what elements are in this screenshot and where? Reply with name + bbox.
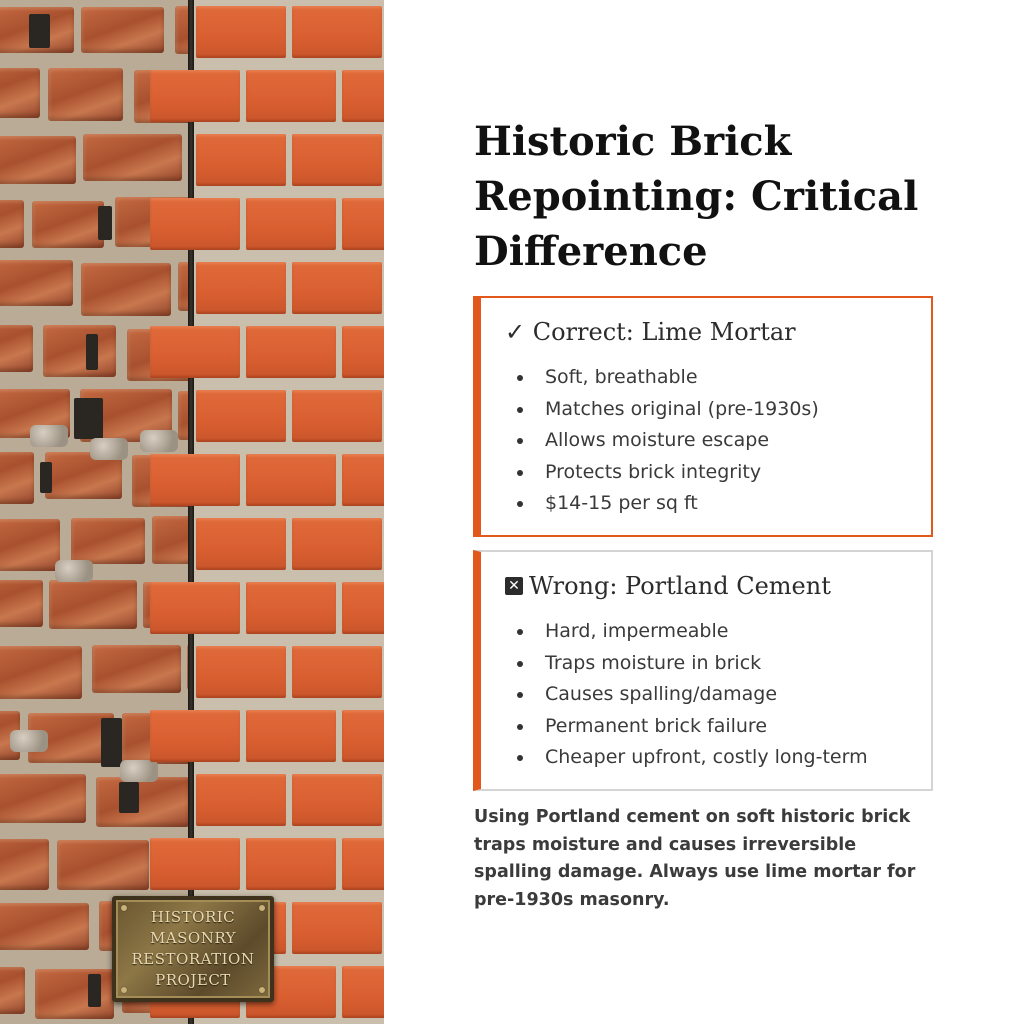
brick bbox=[0, 646, 82, 699]
brick bbox=[150, 582, 240, 634]
plaque-bolt bbox=[121, 905, 127, 911]
brick bbox=[342, 454, 384, 506]
brick bbox=[196, 134, 286, 186]
page-title: Historic Brick Repointing: Critical Difference bbox=[474, 118, 919, 275]
wrong-method-card bbox=[473, 550, 933, 791]
list-item: Cheaper upfront, costly long-term bbox=[511, 742, 868, 774]
mortar-gap bbox=[86, 334, 98, 370]
brick bbox=[246, 70, 336, 122]
list-item: Allows moisture escape bbox=[511, 425, 819, 457]
brick bbox=[32, 201, 104, 248]
brick bbox=[292, 646, 382, 698]
brick bbox=[0, 580, 43, 627]
brick bbox=[0, 452, 34, 504]
brick bbox=[92, 645, 181, 693]
brick bbox=[57, 840, 149, 890]
brick bbox=[292, 134, 382, 186]
brick bbox=[0, 260, 73, 306]
brick bbox=[196, 6, 286, 58]
brick bbox=[49, 580, 137, 629]
brick bbox=[196, 774, 286, 826]
brick bbox=[342, 966, 384, 1018]
brick bbox=[246, 326, 336, 378]
brick bbox=[71, 518, 145, 564]
rubble bbox=[30, 425, 68, 447]
brick bbox=[292, 774, 382, 826]
list-item: Permanent brick failure bbox=[511, 711, 868, 743]
wrong-card-header bbox=[505, 572, 831, 600]
mortar-gap bbox=[101, 718, 122, 767]
list-item: Soft, breathable bbox=[511, 362, 819, 394]
brick bbox=[246, 198, 336, 250]
mortar-gap bbox=[40, 462, 52, 493]
x-box-icon: ✕ bbox=[505, 577, 523, 595]
rubble bbox=[90, 438, 128, 460]
brick bbox=[246, 710, 336, 762]
brick bbox=[292, 902, 382, 954]
brick bbox=[150, 838, 240, 890]
brick-wall-photo bbox=[0, 0, 384, 1024]
rubble bbox=[120, 760, 158, 782]
brick bbox=[196, 262, 286, 314]
brick bbox=[0, 839, 49, 890]
brick bbox=[342, 710, 384, 762]
brick bbox=[342, 198, 384, 250]
list-item: Traps moisture in brick bbox=[511, 648, 868, 680]
correct-card-heading: ✓ Correct: Lime Mortar bbox=[505, 318, 796, 346]
brick bbox=[342, 326, 384, 378]
brick bbox=[150, 70, 240, 122]
plaque-line: MASONRY bbox=[149, 929, 237, 947]
list-item: Hard, impermeable bbox=[511, 616, 868, 648]
list-item: Protects brick integrity bbox=[511, 457, 819, 489]
brick bbox=[0, 774, 86, 823]
brick bbox=[0, 136, 76, 184]
brick bbox=[196, 518, 286, 570]
mortar-gap bbox=[98, 206, 112, 240]
brick bbox=[43, 325, 116, 377]
list-item: $14-15 per sq ft bbox=[511, 488, 819, 520]
plaque-line: HISTORIC bbox=[150, 908, 236, 926]
brick bbox=[0, 68, 40, 118]
mortar-gap bbox=[88, 974, 101, 1007]
correct-method-card bbox=[473, 296, 933, 537]
brick bbox=[0, 519, 60, 571]
brick bbox=[96, 777, 189, 827]
mortar-gap bbox=[119, 782, 139, 813]
brick bbox=[292, 6, 382, 58]
plaque-bolt bbox=[259, 987, 265, 993]
brick bbox=[48, 68, 123, 121]
content-column bbox=[474, 0, 944, 1024]
brick bbox=[0, 903, 89, 950]
plaque-line: RESTORATION bbox=[131, 950, 255, 968]
brick bbox=[81, 7, 164, 53]
brick bbox=[0, 967, 25, 1014]
rubble bbox=[140, 430, 178, 452]
rubble bbox=[10, 730, 48, 752]
correct-list bbox=[511, 362, 819, 520]
brick bbox=[150, 198, 240, 250]
brick bbox=[0, 325, 33, 372]
plaque-bolt bbox=[121, 987, 127, 993]
plaque-line: PROJECT bbox=[155, 971, 231, 989]
brick bbox=[342, 582, 384, 634]
brick bbox=[150, 326, 240, 378]
brick bbox=[150, 454, 240, 506]
brick bbox=[81, 263, 171, 316]
repointed-brick-wall bbox=[194, 0, 384, 1024]
brick bbox=[342, 838, 384, 890]
rubble bbox=[55, 560, 93, 582]
brick bbox=[292, 262, 382, 314]
brick bbox=[196, 646, 286, 698]
mortar-gap bbox=[74, 398, 103, 439]
brick bbox=[83, 134, 182, 181]
brick bbox=[246, 838, 336, 890]
summary-text: Using Portland cement on soft historic brick traps moisture and causes irreversible spalling damage. Always use lime mortar for pre-1930s masonry. bbox=[474, 807, 916, 910]
brick bbox=[246, 582, 336, 634]
brick bbox=[0, 200, 24, 248]
brick bbox=[35, 969, 114, 1019]
list-item: Causes spalling/damage bbox=[511, 679, 868, 711]
plaque-bolt bbox=[259, 905, 265, 911]
brick bbox=[246, 454, 336, 506]
list-item: Matches original (pre-1930s) bbox=[511, 394, 819, 426]
wrong-list bbox=[511, 616, 868, 774]
brick bbox=[292, 518, 382, 570]
brick bbox=[292, 390, 382, 442]
restoration-plaque bbox=[112, 896, 274, 1002]
brick bbox=[342, 70, 384, 122]
brick bbox=[150, 710, 240, 762]
brick bbox=[196, 390, 286, 442]
mortar-gap bbox=[29, 14, 50, 48]
wrong-card-heading: Wrong: Portland Cement bbox=[529, 572, 831, 600]
